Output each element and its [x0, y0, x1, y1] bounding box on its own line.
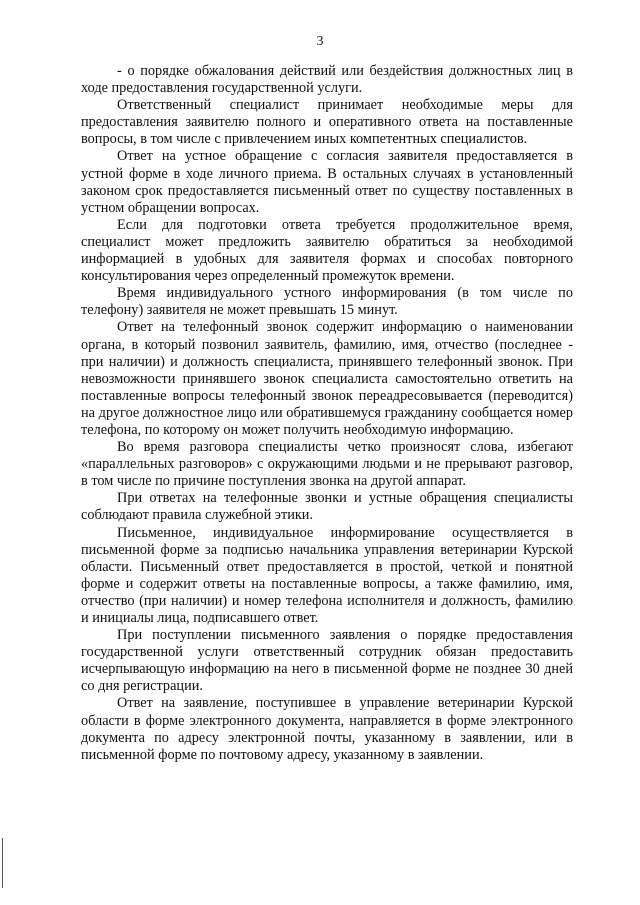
paragraph-long-preparation: Если для подготовки ответа требуется продолжительное время, специалист может предложить заявителю обратиться за необходимой информацией в удобных для заявителя формах и способах повторного консультирования через определенный промежуток времени. [81, 216, 573, 285]
paragraph-electronic-response: Ответ на заявление, поступившее в управление ветеринарии Курской области в форме электронного документа, направляется в форме электронного документа по адресу электронной почты, указанному в заявлении, или в письменной форме по почтовому адресу, указанному в заявлении. [81, 695, 573, 763]
paragraph-appeal-procedure: - о порядке обжалования действий или бездействия должностных лиц в ходе предоставления государственной услуги. [81, 63, 573, 97]
scan-edge-mark [2, 838, 3, 888]
paragraph-written-application: При поступлении письменного заявления о порядке предоставления государственной услуги ответственный сотрудник обязан предоставить исчерпывающую информацию на него в письменной форме не позднее 30 дней со дня регистрации. [81, 627, 573, 695]
paragraph-time-limit: Время индивидуального устного информирования (в том числе по телефону) заявителя не может превышать 15 минут. [81, 285, 573, 319]
paragraph-oral-request: Ответ на устное обращение с согласия заявителя предоставляется в устной форме в ходе личного приема. В остальных случаях в установленный законом срок предоставляется письменный ответ по существу поставленных в устном обращении вопросах. [81, 148, 573, 216]
page-number: 3 [316, 34, 324, 49]
paragraph-phone-call: Ответ на телефонный звонок содержит информацию о наименовании органа, в который позвонил заявитель, фамилию, имя, отчество (последнее - при наличии) и должность специалиста, принявшего телефонный звонок. При невозможности принявшего звонок специалиста самостоятельно ответить на поставленные вопросы телефонный звонок переадресовывается (переводится) на другое должностное лицо или обратившемуся гражданину сообщается номер телефона, по которому он может получить необходимую информацию. [81, 319, 573, 438]
document-body [81, 63, 573, 764]
paragraph-written-info: Письменное, индивидуальное информирование осуществляется в письменной форме за подписью начальника управления ветеринарии Курской области. Письменный ответ предоставляется в простой, четкой и понятной форме и содержит ответы на поставленные вопросы, а также фамилию, имя, отчество (при наличии) и номер телефона исполнителя и должность, фамилию и инициалы лица, подписавшего ответ. [81, 524, 573, 626]
paragraph-responsible-specialist: Ответственный специалист принимает необходимые меры для предоставления заявителю полного и оперативного ответа на поставленные вопросы, в том числе с привлечением иных компетентных специалистов. [81, 97, 573, 148]
paragraph-conversation-rules: Во время разговора специалисты четко произносят слова, избегают «параллельных разговоров» с окружающими людьми и не прерывают разговор, в том числе по причине поступления звонка на другой аппарат. [81, 439, 573, 490]
paragraph-ethics: При ответах на телефонные звонки и устные обращения специалисты соблюдают правила служебной этики. [81, 490, 573, 524]
